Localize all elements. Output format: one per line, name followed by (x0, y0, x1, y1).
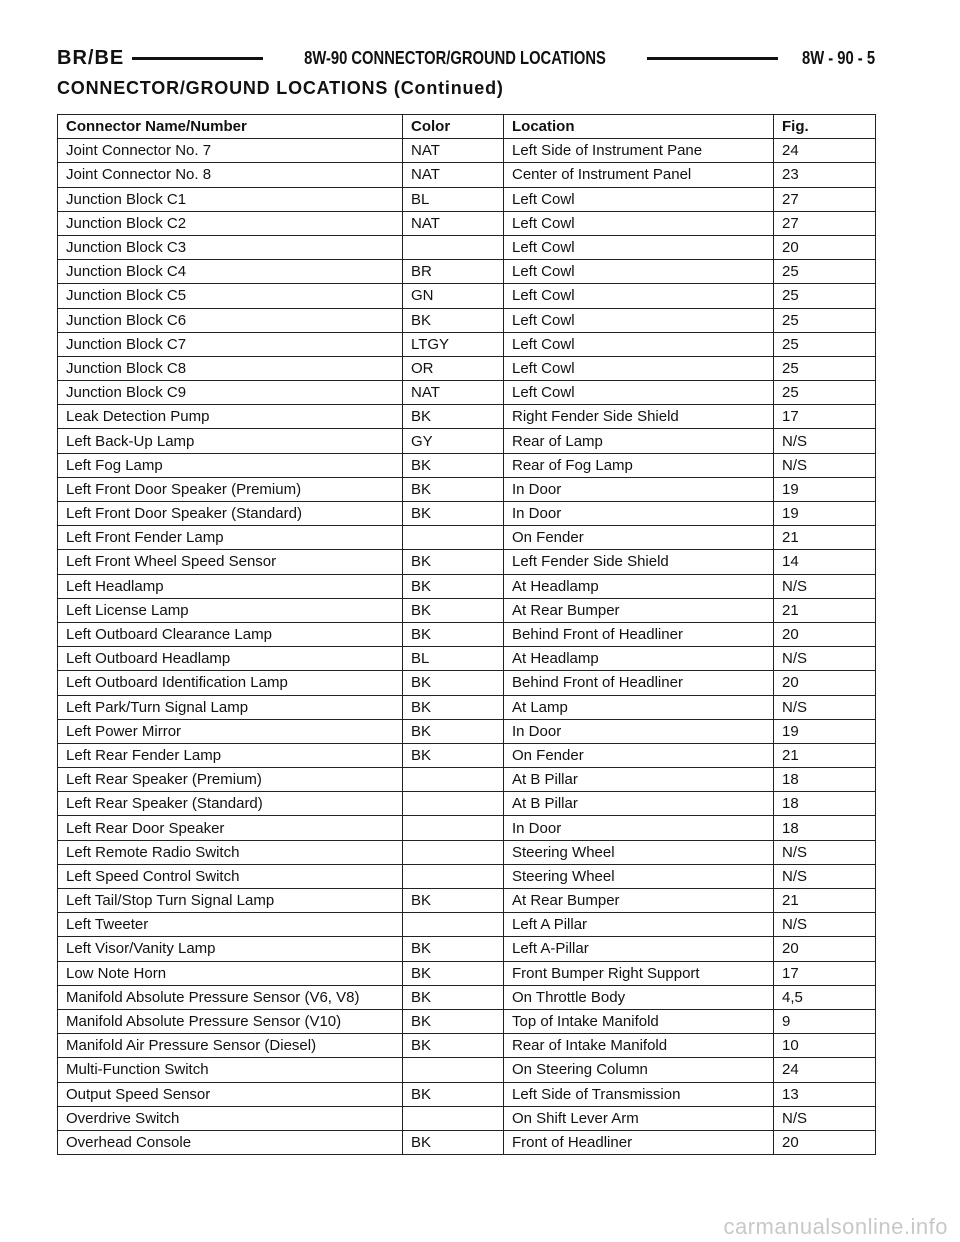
cell-color: NAT (403, 139, 504, 163)
cell-color: BK (403, 598, 504, 622)
table-row (58, 284, 876, 308)
cell-color: BL (403, 187, 504, 211)
cell-location: Left Cowl (504, 211, 774, 235)
cell-color: BK (403, 1082, 504, 1106)
cell-connector: Left Power Mirror (58, 719, 403, 743)
table-row (58, 211, 876, 235)
table-row (58, 840, 876, 864)
cell-location: Left Cowl (504, 381, 774, 405)
cell-location: Top of Intake Manifold (504, 1009, 774, 1033)
cell-color (403, 1106, 504, 1130)
cell-connector: Overhead Console (58, 1130, 403, 1154)
cell-color: OR (403, 356, 504, 380)
cell-connector: Left Rear Speaker (Standard) (58, 792, 403, 816)
cell-connector: Junction Block C9 (58, 381, 403, 405)
cell-color: BK (403, 743, 504, 767)
cell-fig: N/S (774, 1106, 876, 1130)
table-row (58, 1082, 876, 1106)
cell-connector: Junction Block C2 (58, 211, 403, 235)
cell-color: BK (403, 671, 504, 695)
table-row (58, 792, 876, 816)
cell-fig: 21 (774, 598, 876, 622)
col-header-fig: Fig. (774, 115, 876, 139)
table-row (58, 550, 876, 574)
cell-fig: N/S (774, 429, 876, 453)
col-header-location: Location (504, 115, 774, 139)
cell-location: In Door (504, 477, 774, 501)
cell-connector: Overdrive Switch (58, 1106, 403, 1130)
cell-color: NAT (403, 381, 504, 405)
cell-location: Left Side of Instrument Pane (504, 139, 774, 163)
cell-connector: Left Front Door Speaker (Standard) (58, 502, 403, 526)
cell-fig: 13 (774, 1082, 876, 1106)
cell-fig: 20 (774, 671, 876, 695)
cell-location: Rear of Lamp (504, 429, 774, 453)
table-row (58, 889, 876, 913)
cell-fig: 24 (774, 139, 876, 163)
cell-connector: Joint Connector No. 7 (58, 139, 403, 163)
table-row (58, 235, 876, 259)
cell-connector: Left Headlamp (58, 574, 403, 598)
table-body (58, 139, 876, 1155)
cell-location: Left Cowl (504, 284, 774, 308)
table-row (58, 671, 876, 695)
cell-fig: 20 (774, 1130, 876, 1154)
cell-connector: Left Rear Speaker (Premium) (58, 768, 403, 792)
table-row (58, 1009, 876, 1033)
cell-location: Left Cowl (504, 308, 774, 332)
cell-fig: 14 (774, 550, 876, 574)
cell-connector: Junction Block C3 (58, 235, 403, 259)
cell-fig: N/S (774, 647, 876, 671)
cell-location: In Door (504, 816, 774, 840)
cell-color: BK (403, 622, 504, 646)
cell-connector: Left Park/Turn Signal Lamp (58, 695, 403, 719)
cell-color: GN (403, 284, 504, 308)
cell-fig: N/S (774, 453, 876, 477)
cell-fig: 20 (774, 235, 876, 259)
cell-color: BK (403, 477, 504, 501)
cell-location: On Fender (504, 526, 774, 550)
cell-connector: Low Note Horn (58, 961, 403, 985)
table-header-row (58, 115, 876, 139)
table-row (58, 1106, 876, 1130)
header-rule-left (132, 57, 263, 60)
cell-connector: Left Fog Lamp (58, 453, 403, 477)
cell-fig: 25 (774, 356, 876, 380)
cell-color: LTGY (403, 332, 504, 356)
cell-connector: Left Tweeter (58, 913, 403, 937)
cell-fig: 25 (774, 284, 876, 308)
cell-location: Left Cowl (504, 187, 774, 211)
cell-color (403, 816, 504, 840)
cell-connector: Output Speed Sensor (58, 1082, 403, 1106)
page-subtitle: CONNECTOR/GROUND LOCATIONS (Continued) (57, 78, 504, 98)
cell-fig: N/S (774, 913, 876, 937)
cell-location: Left Fender Side Shield (504, 550, 774, 574)
table-row (58, 695, 876, 719)
cell-connector: Left Outboard Headlamp (58, 647, 403, 671)
cell-location: At B Pillar (504, 768, 774, 792)
cell-connector: Leak Detection Pump (58, 405, 403, 429)
table-row (58, 622, 876, 646)
cell-location: Steering Wheel (504, 864, 774, 888)
table-row (58, 574, 876, 598)
cell-color: BR (403, 260, 504, 284)
table-row (58, 453, 876, 477)
cell-fig: 20 (774, 622, 876, 646)
cell-location: In Door (504, 719, 774, 743)
header-section-title: 8W-90 CONNECTOR/GROUND LOCATIONS (304, 48, 606, 68)
cell-color (403, 913, 504, 937)
table-row (58, 163, 876, 187)
cell-color: BL (403, 647, 504, 671)
cell-fig: 17 (774, 961, 876, 985)
cell-color: BK (403, 937, 504, 961)
col-header-connector: Connector Name/Number (58, 115, 403, 139)
cell-location: Behind Front of Headliner (504, 671, 774, 695)
cell-connector: Junction Block C4 (58, 260, 403, 284)
table-row (58, 719, 876, 743)
cell-fig: 18 (774, 792, 876, 816)
table-row (58, 381, 876, 405)
cell-location: Left A-Pillar (504, 937, 774, 961)
cell-connector: Left Outboard Clearance Lamp (58, 622, 403, 646)
cell-color (403, 235, 504, 259)
cell-connector: Left Back-Up Lamp (58, 429, 403, 453)
page-header (57, 45, 875, 71)
cell-color: BK (403, 1130, 504, 1154)
table-row (58, 937, 876, 961)
cell-fig: 19 (774, 719, 876, 743)
header-page-number: 8W - 90 - 5 (802, 48, 876, 68)
cell-fig: 24 (774, 1058, 876, 1082)
cell-color (403, 864, 504, 888)
cell-color (403, 768, 504, 792)
cell-fig: N/S (774, 695, 876, 719)
table-row (58, 405, 876, 429)
cell-color: BK (403, 405, 504, 429)
cell-color: BK (403, 985, 504, 1009)
cell-color: BK (403, 550, 504, 574)
cell-fig: 19 (774, 477, 876, 501)
table-row (58, 1130, 876, 1154)
cell-location: At Lamp (504, 695, 774, 719)
cell-fig: N/S (774, 864, 876, 888)
cell-connector: Junction Block C1 (58, 187, 403, 211)
table-row (58, 743, 876, 767)
cell-color (403, 792, 504, 816)
cell-color: BK (403, 1009, 504, 1033)
cell-connector: Junction Block C6 (58, 308, 403, 332)
table-row (58, 526, 876, 550)
cell-connector: Left Remote Radio Switch (58, 840, 403, 864)
cell-location: Left Cowl (504, 235, 774, 259)
table-row (58, 598, 876, 622)
cell-fig: 27 (774, 211, 876, 235)
cell-fig: N/S (774, 574, 876, 598)
cell-connector: Left License Lamp (58, 598, 403, 622)
cell-fig: 17 (774, 405, 876, 429)
connector-locations-table (57, 114, 876, 1155)
header-rule-right (647, 57, 778, 60)
cell-color: BK (403, 695, 504, 719)
cell-fig: 4,5 (774, 985, 876, 1009)
cell-connector: Junction Block C8 (58, 356, 403, 380)
table-row (58, 647, 876, 671)
cell-color: BK (403, 719, 504, 743)
cell-connector: Left Outboard Identification Lamp (58, 671, 403, 695)
cell-location: At Headlamp (504, 574, 774, 598)
cell-fig: 21 (774, 889, 876, 913)
cell-location: Left Cowl (504, 332, 774, 356)
cell-connector: Left Front Door Speaker (Premium) (58, 477, 403, 501)
col-header-color: Color (403, 115, 504, 139)
table-row (58, 985, 876, 1009)
cell-location: Front of Headliner (504, 1130, 774, 1154)
cell-fig: 9 (774, 1009, 876, 1033)
cell-location: In Door (504, 502, 774, 526)
cell-fig: 18 (774, 768, 876, 792)
cell-color: GY (403, 429, 504, 453)
cell-fig: 18 (774, 816, 876, 840)
cell-fig: 25 (774, 308, 876, 332)
cell-location: At Headlamp (504, 647, 774, 671)
cell-color: BK (403, 1034, 504, 1058)
cell-fig: 20 (774, 937, 876, 961)
table-row (58, 187, 876, 211)
table-row (58, 768, 876, 792)
cell-location: Rear of Fog Lamp (504, 453, 774, 477)
cell-color: NAT (403, 211, 504, 235)
cell-connector: Junction Block C5 (58, 284, 403, 308)
table-row (58, 260, 876, 284)
cell-color: BK (403, 574, 504, 598)
cell-fig: 10 (774, 1034, 876, 1058)
cell-location: At Rear Bumper (504, 889, 774, 913)
cell-color (403, 1058, 504, 1082)
cell-location: On Shift Lever Arm (504, 1106, 774, 1130)
cell-color: BK (403, 502, 504, 526)
cell-connector: Left Rear Fender Lamp (58, 743, 403, 767)
cell-connector: Left Visor/Vanity Lamp (58, 937, 403, 961)
cell-location: Right Fender Side Shield (504, 405, 774, 429)
cell-color: BK (403, 453, 504, 477)
cell-fig: 27 (774, 187, 876, 211)
cell-connector: Left Front Fender Lamp (58, 526, 403, 550)
cell-color (403, 526, 504, 550)
cell-location: On Steering Column (504, 1058, 774, 1082)
cell-location: On Throttle Body (504, 985, 774, 1009)
cell-color (403, 840, 504, 864)
cell-location: At Rear Bumper (504, 598, 774, 622)
table-row (58, 864, 876, 888)
cell-color: BK (403, 961, 504, 985)
cell-location: Front Bumper Right Support (504, 961, 774, 985)
cell-fig: 23 (774, 163, 876, 187)
cell-connector: Manifold Air Pressure Sensor (Diesel) (58, 1034, 403, 1058)
cell-connector: Left Speed Control Switch (58, 864, 403, 888)
cell-location: Rear of Intake Manifold (504, 1034, 774, 1058)
cell-fig: N/S (774, 840, 876, 864)
table-row (58, 1034, 876, 1058)
cell-connector: Manifold Absolute Pressure Sensor (V10) (58, 1009, 403, 1033)
cell-location: On Fender (504, 743, 774, 767)
cell-location: Left Cowl (504, 260, 774, 284)
table-row (58, 1058, 876, 1082)
cell-location: Steering Wheel (504, 840, 774, 864)
cell-connector: Left Rear Door Speaker (58, 816, 403, 840)
cell-connector: Multi-Function Switch (58, 1058, 403, 1082)
cell-location: Left Side of Transmission (504, 1082, 774, 1106)
cell-connector: Joint Connector No. 8 (58, 163, 403, 187)
cell-fig: 25 (774, 260, 876, 284)
table-row (58, 502, 876, 526)
cell-location: Left A Pillar (504, 913, 774, 937)
cell-color: BK (403, 889, 504, 913)
table-row (58, 332, 876, 356)
cell-fig: 19 (774, 502, 876, 526)
table-row (58, 308, 876, 332)
cell-location: Left Cowl (504, 356, 774, 380)
cell-color: BK (403, 308, 504, 332)
cell-fig: 21 (774, 526, 876, 550)
table-row (58, 816, 876, 840)
cell-fig: 21 (774, 743, 876, 767)
watermark: carmanualsonline.info (723, 1214, 948, 1239)
header-model: BR/BE (57, 47, 125, 69)
cell-location: Center of Instrument Panel (504, 163, 774, 187)
table-row (58, 356, 876, 380)
cell-fig: 25 (774, 381, 876, 405)
cell-fig: 25 (774, 332, 876, 356)
cell-connector: Left Front Wheel Speed Sensor (58, 550, 403, 574)
cell-connector: Junction Block C7 (58, 332, 403, 356)
table-row (58, 429, 876, 453)
cell-location: Behind Front of Headliner (504, 622, 774, 646)
table-row (58, 477, 876, 501)
cell-connector: Manifold Absolute Pressure Sensor (V6, V8) (58, 985, 403, 1009)
cell-color: NAT (403, 163, 504, 187)
cell-connector: Left Tail/Stop Turn Signal Lamp (58, 889, 403, 913)
table-row (58, 961, 876, 985)
table-row (58, 913, 876, 937)
table-row (58, 139, 876, 163)
cell-location: At B Pillar (504, 792, 774, 816)
